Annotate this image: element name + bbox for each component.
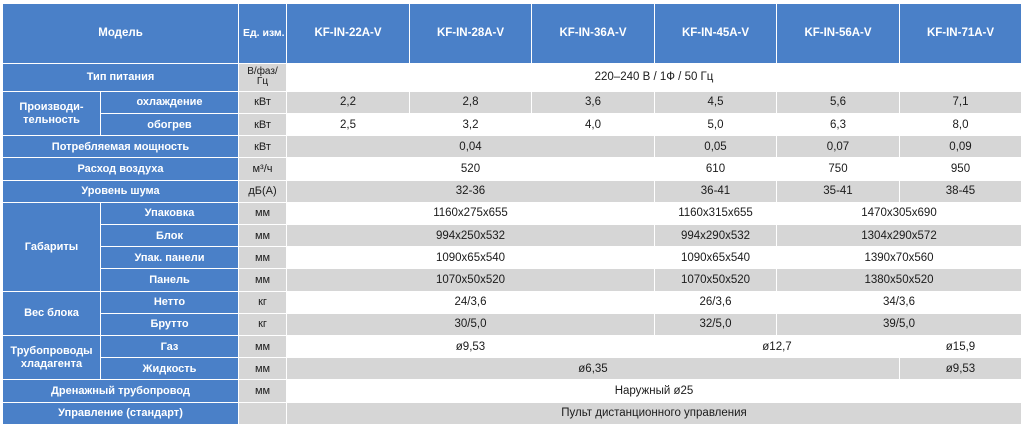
row-dim-package: [3, 202, 1022, 224]
heating-unit: кВт: [239, 114, 287, 136]
dimensions-label: Габариты: [3, 202, 101, 291]
dim-panel-value: 1380x50x520: [777, 269, 1022, 291]
row-weight-net: [3, 291, 1022, 313]
dim-panel-value: 1070x50x520: [287, 269, 655, 291]
weight-net-value: 34/3,6: [777, 291, 1022, 313]
dim-unit-value: 1304x290x572: [777, 225, 1022, 247]
noise-value: 36-41: [655, 180, 777, 202]
airflow-value: 950: [900, 158, 1022, 180]
cooling-value: 5,6: [777, 91, 900, 113]
heating-value: 5,0: [655, 114, 777, 136]
weight-gross-value: 32/5,0: [655, 313, 777, 335]
weight-label: Вес блока: [3, 291, 101, 335]
header-row: [3, 4, 1022, 64]
airflow-value: 610: [655, 158, 777, 180]
row-drain: [3, 380, 1022, 402]
pipe-gas-value: ø9,53: [287, 336, 655, 358]
cooling-value: 3,6: [532, 91, 655, 113]
drain-value: Наружный ø25: [287, 380, 1022, 402]
power-consumption-value: 0,05: [655, 136, 777, 158]
airflow-unit: м³/ч: [239, 158, 287, 180]
dim-panel-label: Панель: [101, 269, 239, 291]
dim-panel-package-value: 1090x65x540: [287, 247, 655, 269]
noise-value: 32-36: [287, 180, 655, 202]
dim-package-value: 1160x315x655: [655, 202, 777, 224]
header-unit: Ед. изм.: [239, 4, 287, 64]
pipe-liquid-unit: мм: [239, 358, 287, 380]
weight-gross-value: 39/5,0: [777, 313, 1022, 335]
weight-net-value: 26/3,6: [655, 291, 777, 313]
power-supply-unit: В/фаз/Гц: [239, 63, 287, 91]
heating-value: 3,2: [410, 114, 532, 136]
drain-label: Дренажный трубопровод: [3, 380, 239, 402]
airflow-value: 750: [777, 158, 900, 180]
cooling-value: 2,8: [410, 91, 532, 113]
pipe-liquid-value: ø9,53: [900, 358, 1022, 380]
dim-unit-unit: мм: [239, 225, 287, 247]
heating-value: 6,3: [777, 114, 900, 136]
cooling-label: охлаждение: [101, 91, 239, 113]
dim-panel-package-value: 1090x65x540: [655, 247, 777, 269]
dim-unit-value: 994x250x532: [287, 225, 655, 247]
power-consumption-value: 0,04: [287, 136, 655, 158]
dim-package-label: Упаковка: [101, 202, 239, 224]
pipes-label: Трубопроводы хладагента: [3, 336, 101, 380]
power-supply-label: Тип питания: [3, 63, 239, 91]
weight-net-unit: кг: [239, 291, 287, 313]
control-value: Пульт дистанционного управления: [287, 402, 1022, 424]
power-consumption-unit: кВт: [239, 136, 287, 158]
row-dim-panel-package: [3, 247, 1022, 269]
cooling-unit: кВт: [239, 91, 287, 113]
noise-unit: дБ(А): [239, 180, 287, 202]
header-model-1: KF-IN-22A-V: [287, 4, 410, 64]
cooling-value: 4,5: [655, 91, 777, 113]
row-noise: [3, 180, 1022, 202]
header-model-5: KF-IN-56A-V: [777, 4, 900, 64]
dim-unit-value: 994x290x532: [655, 225, 777, 247]
pipe-liquid-label: Жидкость: [101, 358, 239, 380]
row-power-supply: [3, 63, 1022, 91]
cooling-value: 2,2: [287, 91, 410, 113]
heating-value: 4,0: [532, 114, 655, 136]
heating-value: 2,5: [287, 114, 410, 136]
row-dim-panel: [3, 269, 1022, 291]
weight-gross-value: 30/5,0: [287, 313, 655, 335]
power-consumption-label: Потребляемая мощность: [3, 136, 239, 158]
cooling-value: 7,1: [900, 91, 1022, 113]
noise-value: 38-45: [900, 180, 1022, 202]
airflow-value: 520: [287, 158, 655, 180]
power-consumption-value: 0,09: [900, 136, 1022, 158]
row-pipe-liquid: [3, 358, 1022, 380]
dim-unit-label: Блок: [101, 225, 239, 247]
row-cooling: [3, 91, 1022, 113]
pipe-gas-unit: мм: [239, 336, 287, 358]
pipe-gas-value: ø15,9: [900, 336, 1022, 358]
row-airflow: [3, 158, 1022, 180]
row-dim-unit: [3, 225, 1022, 247]
dim-panel-package-value: 1390x70x560: [777, 247, 1022, 269]
header-model: Модель: [3, 4, 239, 64]
dim-panel-package-label: Упак. панели: [101, 247, 239, 269]
dim-package-value: 1470x305x690: [777, 202, 1022, 224]
heating-value: 8,0: [900, 114, 1022, 136]
dim-panel-package-unit: мм: [239, 247, 287, 269]
capacity-label: Производи-тельность: [3, 91, 101, 135]
dim-panel-unit: мм: [239, 269, 287, 291]
pipe-gas-value: ø12,7: [655, 336, 900, 358]
airflow-label: Расход воздуха: [3, 158, 239, 180]
pipe-liquid-value: ø6,35: [287, 358, 900, 380]
header-model-3: KF-IN-36A-V: [532, 4, 655, 64]
dim-panel-value: 1070x50x520: [655, 269, 777, 291]
header-model-6: KF-IN-71A-V: [900, 4, 1022, 64]
row-weight-gross: [3, 313, 1022, 335]
weight-gross-label: Брутто: [101, 313, 239, 335]
row-power-consumption: [3, 136, 1022, 158]
drain-unit: мм: [239, 380, 287, 402]
weight-net-label: Нетто: [101, 291, 239, 313]
dim-package-value: 1160x275x655: [287, 202, 655, 224]
row-control: [3, 402, 1022, 424]
header-model-2: KF-IN-28A-V: [410, 4, 532, 64]
heating-label: обогрев: [101, 114, 239, 136]
dim-package-unit: мм: [239, 202, 287, 224]
noise-label: Уровень шума: [3, 180, 239, 202]
weight-gross-unit: кг: [239, 313, 287, 335]
power-consumption-value: 0,07: [777, 136, 900, 158]
row-heating: [3, 114, 1022, 136]
specifications-table: [2, 3, 1022, 425]
header-model-4: KF-IN-45A-V: [655, 4, 777, 64]
control-unit: [239, 402, 287, 424]
power-supply-value: 220–240 В / 1Ф / 50 Гц: [287, 63, 1022, 91]
noise-value: 35-41: [777, 180, 900, 202]
row-pipe-gas: [3, 336, 1022, 358]
control-label: Управление (стандарт): [3, 402, 239, 424]
weight-net-value: 24/3,6: [287, 291, 655, 313]
pipe-gas-label: Газ: [101, 336, 239, 358]
